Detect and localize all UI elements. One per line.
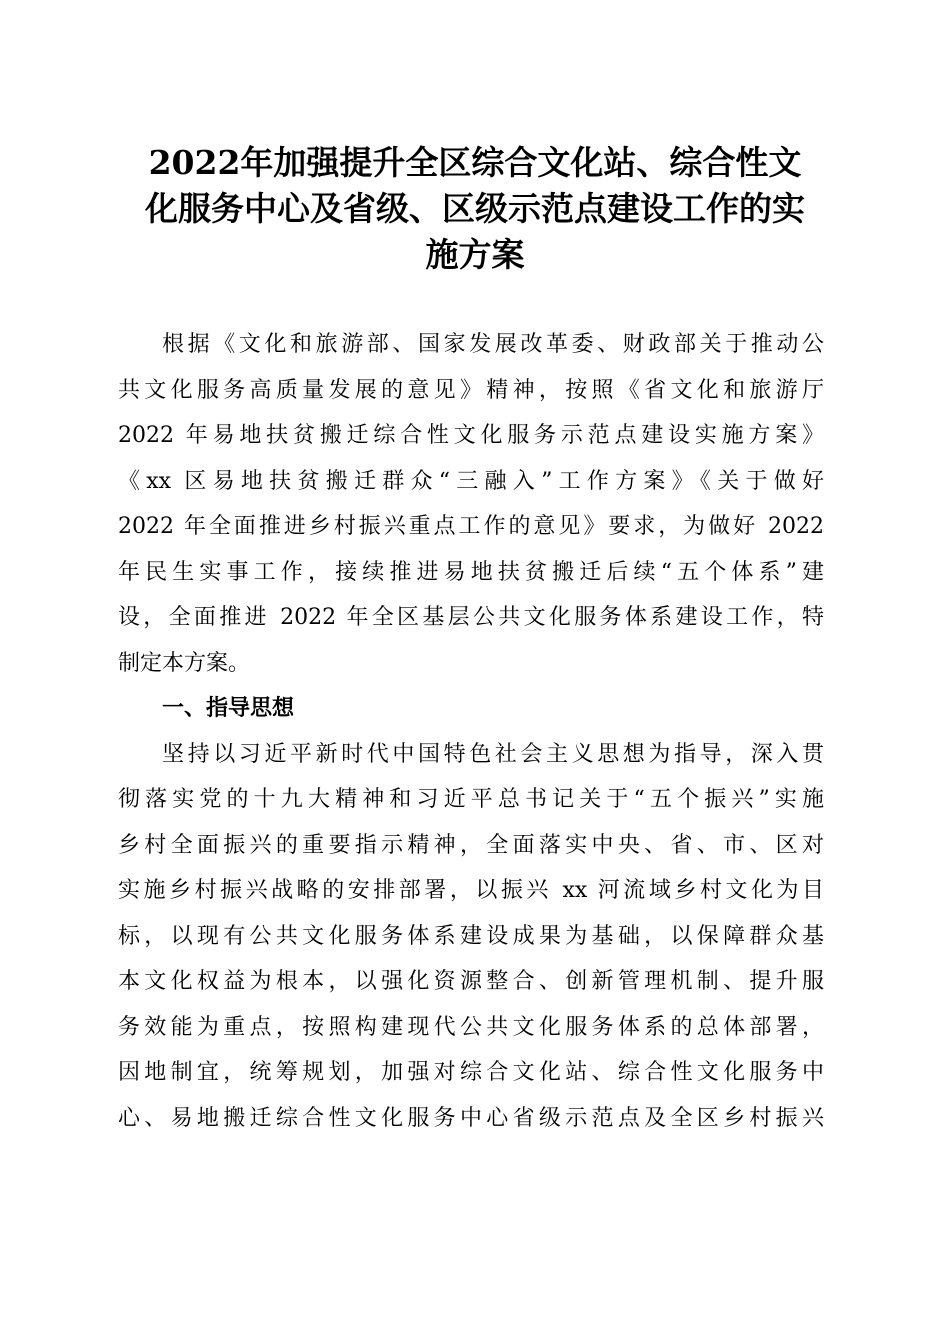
paragraph-line: 因地制宜，统筹规划，加强对综合文化站、综合性文化服务中	[118, 1060, 824, 1085]
paragraph-line: 《xx 区易地扶贫搬迁群众“三融入”工作方案》《关于做好	[118, 468, 824, 494]
paragraph-line: 标，以现有公共文化服务体系建设成果为基础，以保障群众基	[118, 923, 824, 949]
document-title	[110, 140, 840, 278]
paragraph-line: 根据《文化和旅游部、国家发展改革委、财政部关于推动公	[162, 332, 824, 357]
paragraph-line: 本文化权益为根本，以强化资源整合、创新管理机制、提升服	[118, 969, 824, 994]
section-heading: 一、指导思想	[162, 696, 295, 721]
paragraph-line: 制定本方案。	[118, 650, 251, 676]
paragraph-line: 乡村全面振兴的重要指示精神，全面落实中央、省、市、区对	[118, 832, 824, 858]
paragraph-line: 务效能为重点，按照构建现代公共文化服务体系的总体部署，	[118, 1014, 824, 1040]
title-line: 化服务中心及省级、区级示范点建设工作的实	[145, 189, 805, 228]
paragraph-line: 2022 年易地扶贫搬迁综合性文化服务示范点建设实施方案》	[118, 423, 824, 448]
paragraph-line: 2022 年全面推进乡村振兴重点工作的意见》要求，为做好 2022	[118, 514, 824, 539]
paragraph-line: 共文化服务高质量发展的意见》精神，按照《省文化和旅游厅	[118, 377, 824, 403]
paragraph-line: 彻落实党的十九大精神和习近平总书记关于“五个振兴”实施	[118, 787, 824, 812]
title-line: 施方案	[425, 235, 525, 274]
intro-paragraph	[118, 322, 824, 686]
paragraph-line: 年民生实事工作，接续推进易地扶贫搬迁后续“五个体系”建	[118, 559, 824, 585]
paragraph-line: 心、易地搬迁综合性文化服务中心省级示范点及全区乡村振兴	[118, 1105, 824, 1131]
document-body	[118, 322, 824, 1141]
paragraph-line: 设，全面推进 2022 年全区基层公共文化服务体系建设工作，特	[118, 605, 824, 630]
guiding-thought-paragraph	[118, 732, 824, 1142]
paragraph-line: 坚持以习近平新时代中国特色社会主义思想为指导，深入贯	[162, 741, 824, 767]
title-line: 2022年加强提升全区综合文化站、综合性文	[148, 143, 802, 182]
paragraph-line: 实施乡村振兴战略的安排部署，以振兴 xx 河流域乡村文化为目	[118, 878, 824, 903]
